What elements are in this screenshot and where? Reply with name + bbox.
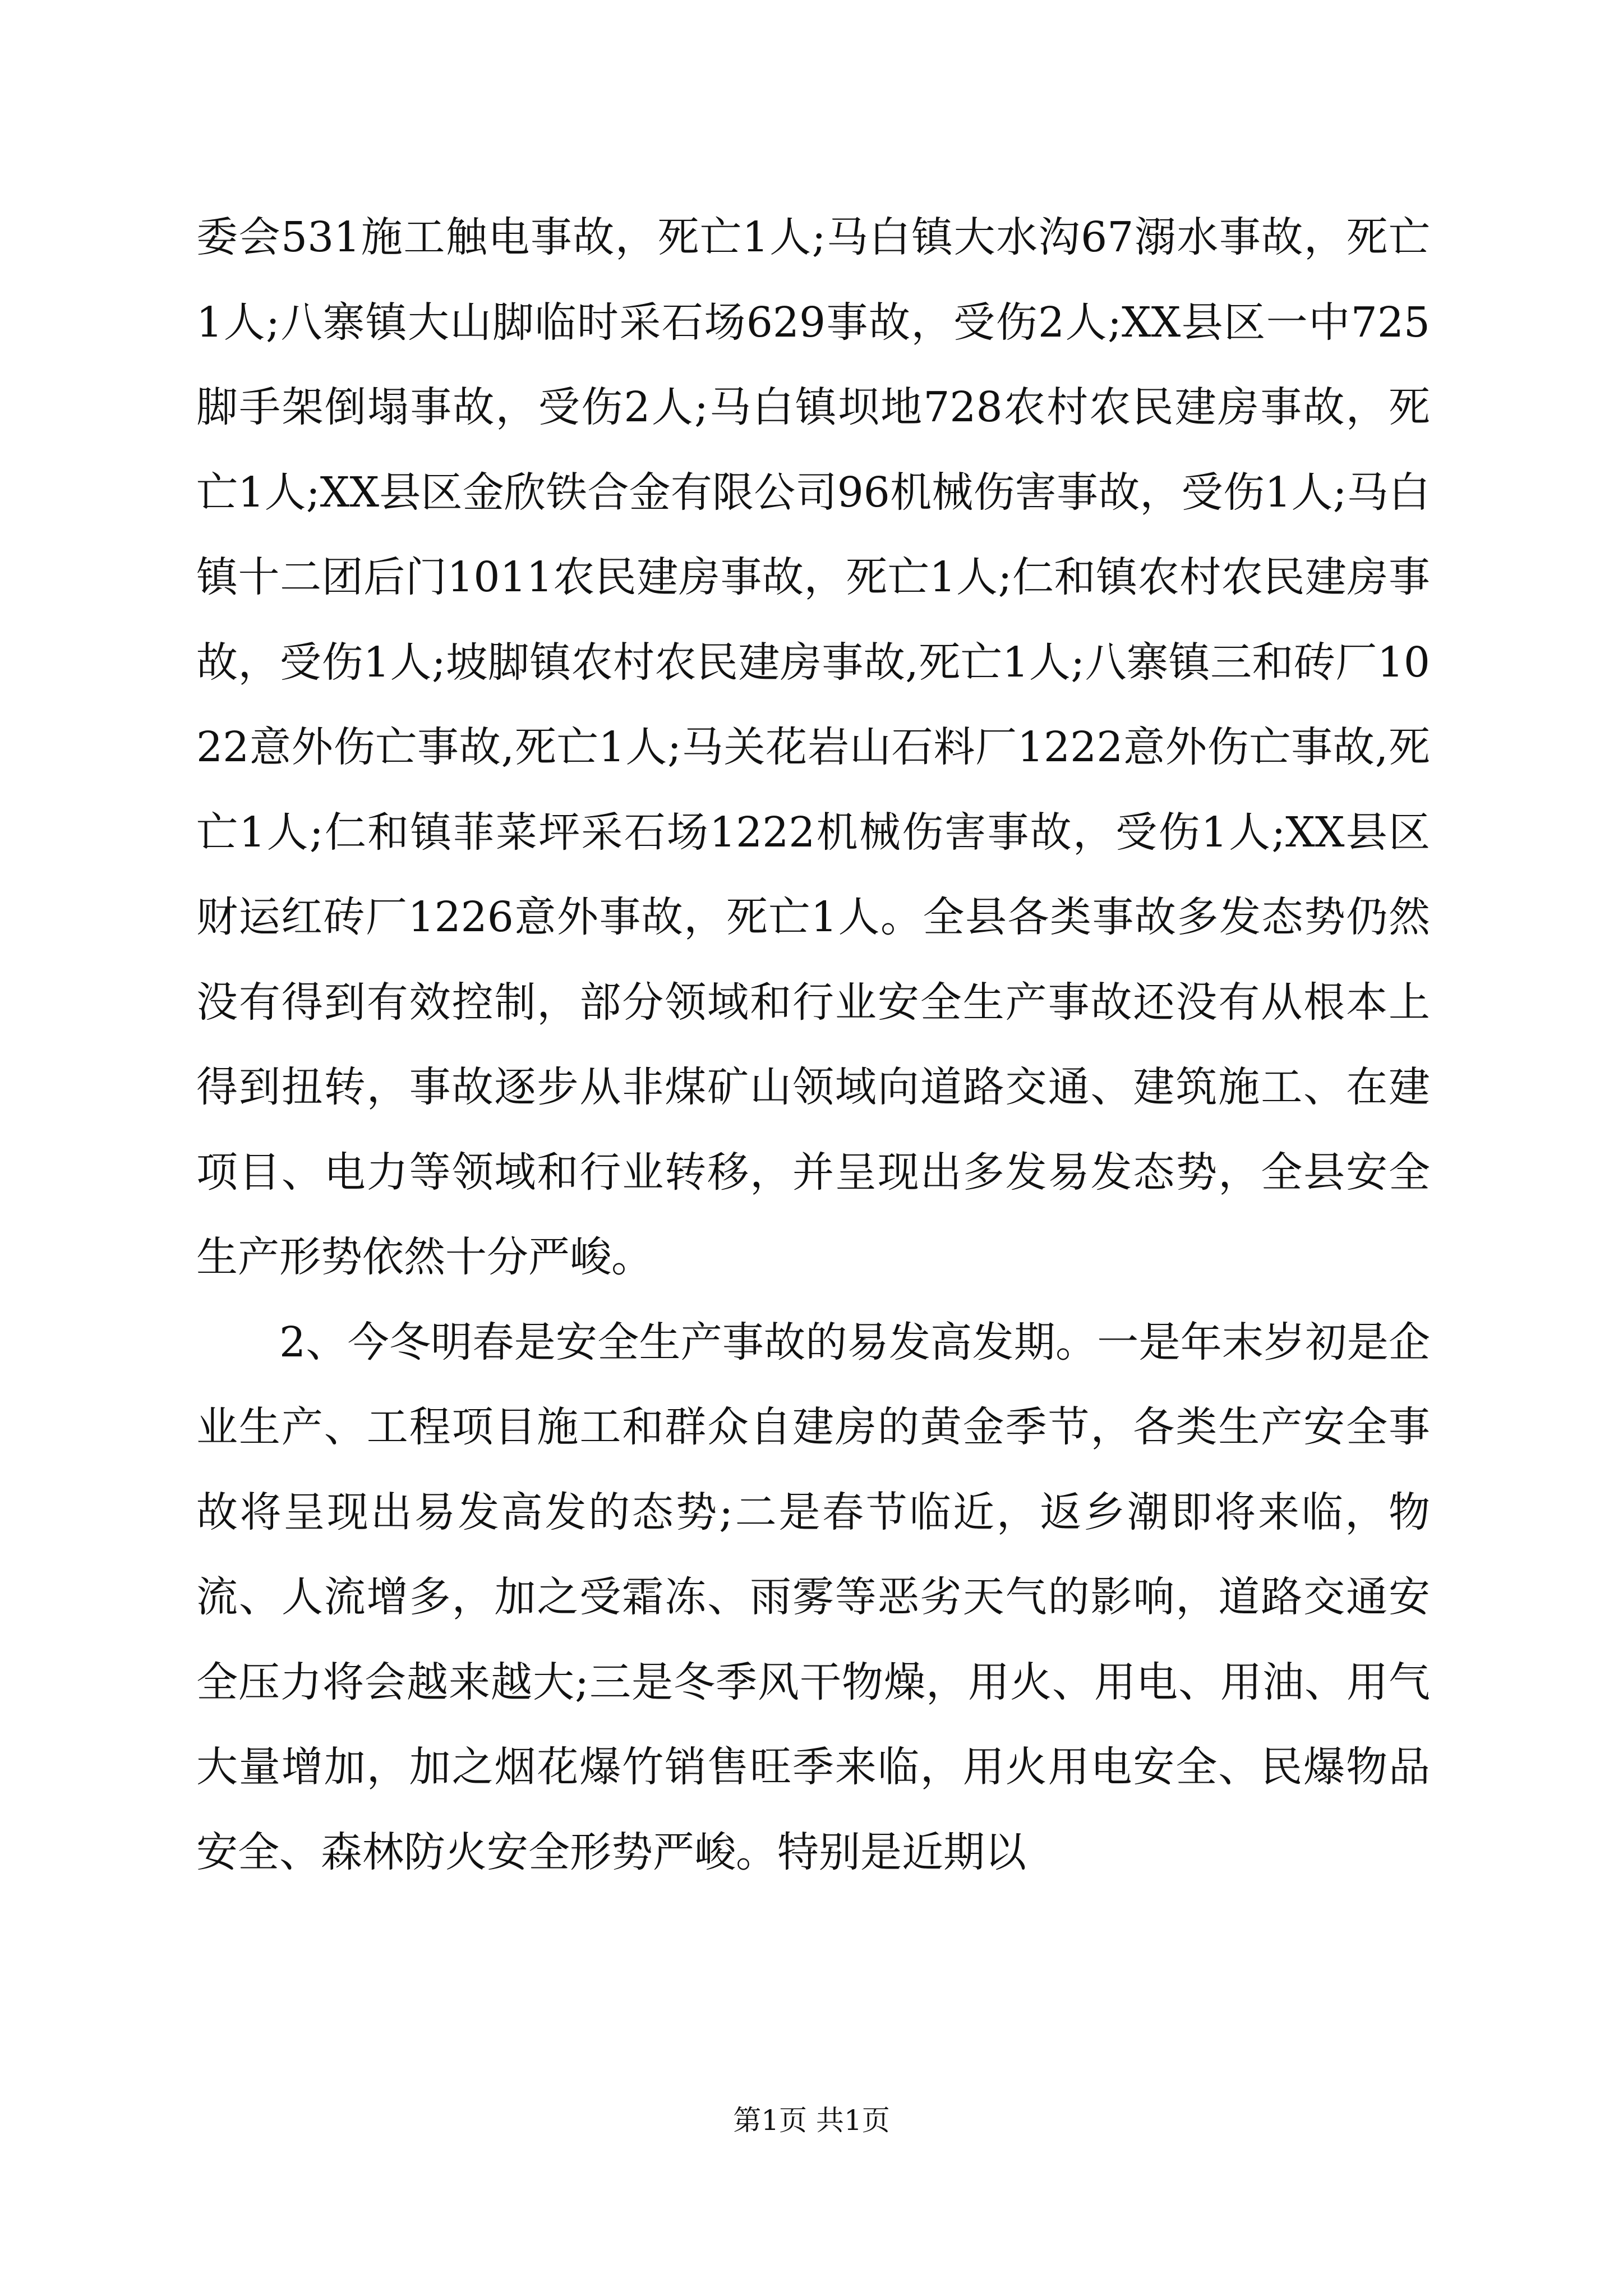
- body-paragraph-1: 委会531施工触电事故，死亡1人;马白镇大水沟67溺水事故，死亡1人;八寨镇大山脚临时采石场629事故，受伤2人;XX县区一中725脚手架倒塌事故，受伤2人;马白镇坝地728农村农民建房事故，死亡1人;XX县区金欣铁合金有限公司96机械伤害事故，受伤1人;马白镇十二团后门1011农民建房事故，死亡1人;仁和镇农村农民建房事故，受伤1人;坡脚镇农村农民建房事故,死亡1人;八寨镇三和砖厂1022意外伤亡事故,死亡1人;马关花岩山石料厂1222意外伤亡事故,死亡1人;仁和镇菲菜坪采石场1222机械伤害事故，受伤1人;XX县区财运红砖厂1226意外事故，死亡1人。全县各类事故多发态势仍然没有得到有效控制，部分领域和行业安全生产事故还没有从根本上得到扭转，事故逐步从非煤矿山领域向道路交通、建筑施工、在建项目、电力等领域和行业转移，并呈现出多发易发态势，全县安全生产形势依然十分严峻。: [196, 213, 1430, 1281]
- document-body: [196, 195, 1430, 1895]
- page-footer: 第1页 共1页: [733, 2104, 890, 2137]
- body-paragraph-2: 2、今冬明春是安全生产事故的易发高发期。一是年末岁初是企业生产、工程项目施工和群众自建房的黄金季节，各类生产安全事故将呈现出易发高发的态势;二是春节临近，返乡潮即将来临，物流、人流增多，加之受霜冻、雨雾等恶劣天气的影响，道路交通安全压力将会越来越大;三是冬季风干物燥，用火、用电、用油、用气大量增加，加之烟花爆竹销售旺季来临，用火用电安全、民爆物品安全、森林防火安全形势严峻。特别是近期以: [196, 1318, 1430, 1876]
